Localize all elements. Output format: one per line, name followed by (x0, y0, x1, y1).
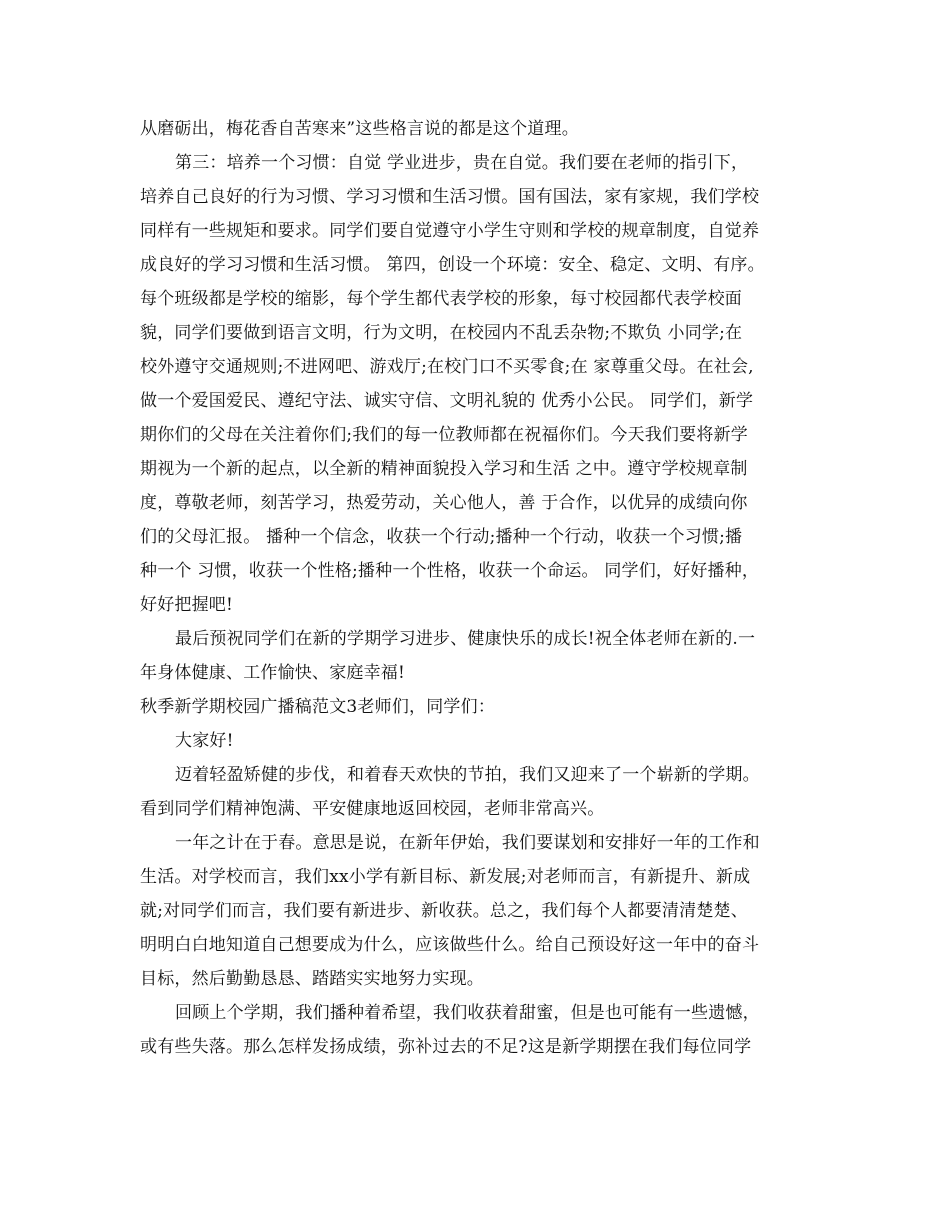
text-line: 好好把握吧! (140, 595, 234, 615)
text-line: 期你们的父母在关注着你们;我们的每一位教师都在祝福你们。今天我们要将新学 (140, 425, 748, 445)
document-body (140, 112, 815, 1064)
text-line: 种一个 习惯，收获一个性格;播种一个性格，收获一个命运。 同学们，好好播种， (140, 561, 760, 581)
text-line: 们的父母汇报。 播种一个信念，收获一个行动;播种一个行动，收获一个习惯;播 (140, 527, 743, 547)
text-line: 期视为一个新的起点，以全新的精神面貌投入学习和生活 之中。遵守学校规章制 (140, 459, 748, 479)
text-line: 年身体健康、工作愉快、家庭幸福! (140, 663, 406, 683)
text-line: 度，尊敬老师，刻苦学习，热爱劳动，关心他人，善 于合作，以优异的成绩向你 (140, 493, 748, 513)
text-line: 成良好的学习习惯和生活习惯。 第四，创设一个环境：安全、稳定、文明、有序。 (140, 255, 765, 275)
text-line: 看到同学们精神饱满、平安健康地返回校园，老师非常高兴。 (140, 799, 605, 819)
text-line: 秋季新学期校园广播稿范文3老师们，同学们： (140, 697, 496, 717)
text-line: 第三：培养一个习惯：自觉 学业进步，贵在自觉。我们要在老师的指引下， (175, 153, 749, 173)
text-line: 校外遵守交通规则;不进网吧、游戏厅;在校门口不买零食;在 家尊重父母。在社会, (140, 357, 754, 377)
text-line: 貌，同学们要做到语言文明，行为文明，在校园内不乱丢杂物;不欺负 小同学;在 (140, 323, 743, 343)
document-page (140, 112, 815, 1064)
text-line: 或有些失落。那么怎样发扬成绩，弥补过去的不足?这是新学期摆在我们每位同学 (140, 1037, 752, 1057)
text-line: 生活。对学校而言，我们xx小学有新目标、新发展;对老师而言，有新提升、新成 (140, 867, 751, 887)
text-line: 从磨砺出，梅花香自苦寒来”这些格言说的都是这个道理。 (140, 119, 579, 139)
text-line: 做一个爱国爱民、遵纪守法、诚实守信、文明礼貌的 优秀小公民。 同学们，新学 (140, 391, 754, 411)
text-line: 一年之计在于春。意思是说，在新年伊始，我们要谋划和安排好一年的工作和 (175, 833, 760, 853)
text-line: 每个班级都是学校的缩影，每个学生都代表学校的形象，每寸校园都代表学校面 (140, 289, 742, 309)
text-line: 回顾上个学期，我们播种着希望，我们收获着甜蜜，但是也可能有一些遗憾， (175, 1003, 760, 1023)
text-line: 迈着轻盈矫健的步伐，和着春天欢快的节拍，我们又迎来了一个崭新的学期。 (175, 765, 760, 785)
text-line: 就;对同学们而言，我们要有新进步、新收获。总之，我们每个人都要清清楚楚、 (140, 901, 748, 921)
text-line: 培养自己良好的行为习惯、学习习惯和生活习惯。国有国法，家有家规，我们学校 (140, 187, 760, 207)
text-line: 大家好! (175, 731, 234, 751)
text-line: 最后预祝同学们在新的学期学习进步、健康快乐的成长!祝全体老师在新的.一 (175, 629, 756, 649)
text-line: 明明白白地知道自己想要成为什么，应该做些什么。给自己预设好这一年中的奋斗 (140, 935, 760, 955)
text-line: 目标，然后勤勤恳恳、踏踏实实地努力实现。 (140, 969, 484, 989)
text-line: 同样有一些规矩和要求。同学们要自觉遵守小学生守则和学校的规章制度，自觉养 (140, 221, 760, 241)
